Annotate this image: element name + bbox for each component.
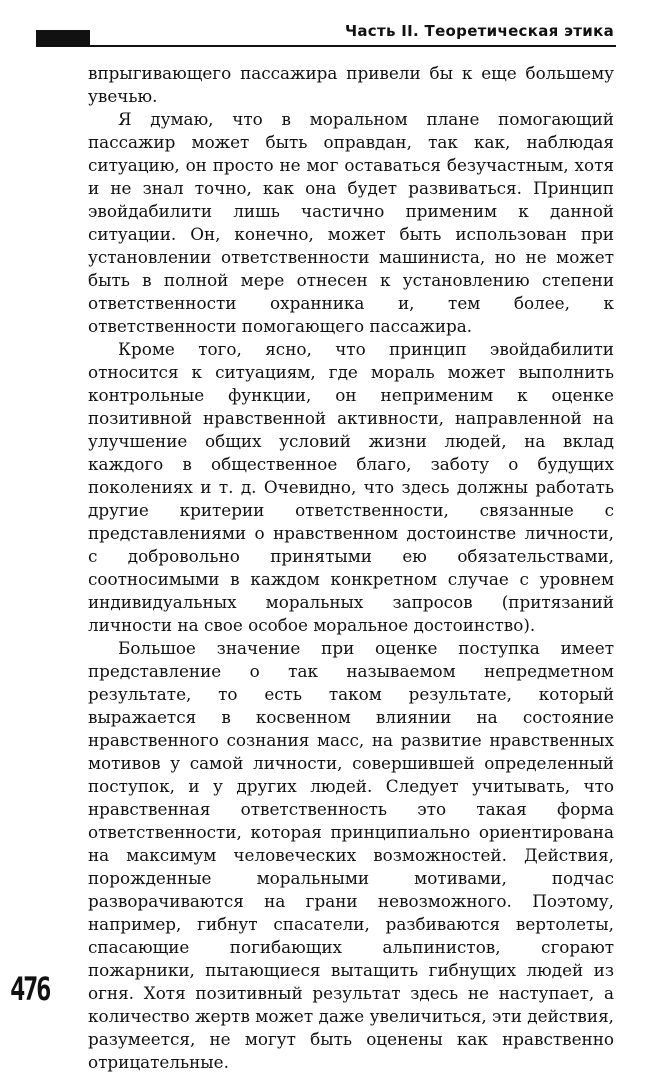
paragraph-3: Кроме того, ясно, что принцип эвойдабилити относится к ситуациям, где мораль может выполнить контрольные функции, он неприменим к оценке позитивной нравственной активности, направленной на улучшение общих условий жизни людей, на вклад каждого в общественное благо, заботу о будущих поколениях и т. д. Очевидно, что здесь должны работать другие критерии ответственности, связанные с представлениями о нравственном достоинстве личности, с добровольно принятыми ею обязательствами, соотносимыми в каждом конкретном случае с уровнем индивидуальных моральных запросов (притязаний личности на свое особое моральное достоинство). <box>88 339 614 635</box>
header-rule <box>36 45 616 47</box>
paragraph-2: Я думаю, что в моральном плане помогающий пассажир может быть оправдан, так как, наблюдая ситуацию, он просто не мог оставаться безучастным, хотя и не знал точно, как она будет развиваться. Принцип эвойдабилити лишь частично применим к данной ситуации. Он, конечно, может быть использован при установлении ответственности машиниста, но не может быть в полной мере отнесен к установлению степени ответственности охранника и, тем более, к ответственности помогающего пассажира. <box>88 109 614 336</box>
paragraph-1: впрыгивающего пассажира привели бы к еще большему увечью. <box>88 63 614 106</box>
header-black-block <box>36 30 90 46</box>
page-number: 476 <box>10 970 50 1008</box>
page-body <box>88 62 614 1074</box>
running-head: Часть II. Теоретическая этика <box>344 22 614 40</box>
paragraph-4: Большое значение при оценке поступка имеет представление о так называемом непредметном результате, то есть таком результате, который выражается в косвенном влиянии на состояние нравственного сознания масс, на развитие нравственных мотивов у самой личности, совершившей определенный поступок, и у других людей. Следует учитывать, что нравственная ответственность это такая форма ответственности, которая принципиально ориентирована на максимум человеческих возможностей. Действия, порожденные моральными мотивами, подчас разворачиваются на грани невозможного. Поэтому, например, гибнут спасатели, разбиваются вертолеты, спасающие погибающих альпинистов, сгорают пожарники, пытающиеся вытащить гибнущих людей из огня. Хотя позитивный результат здесь не наступает, а количество жертв может даже увеличиться, эти действия, разумеется, не могут быть оценены как нравственно отрицательные. <box>88 638 614 1072</box>
